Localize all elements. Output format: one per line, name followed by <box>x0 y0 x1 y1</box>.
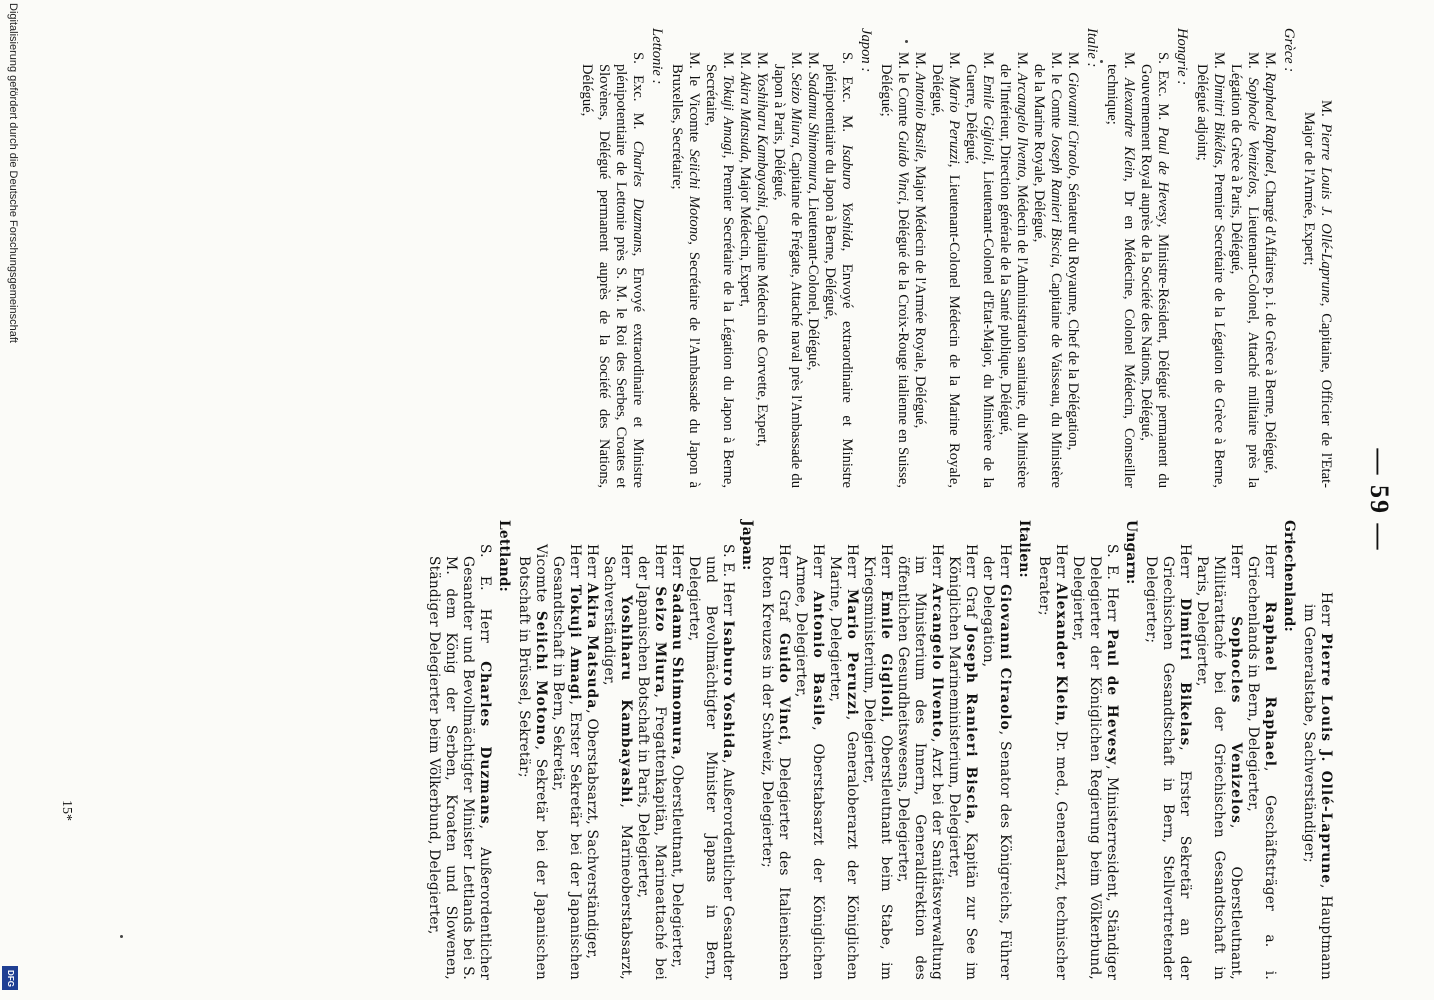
entry-prefix: M. <box>912 52 928 73</box>
entry-title: , Marineoberstabsarzt, Sachverständiger, <box>601 556 634 980</box>
entry-prefix: Herr <box>1228 544 1244 617</box>
entry-prefix: M. <box>737 52 753 73</box>
list-item <box>860 532 894 980</box>
entry-prefix: M. le Vicomte <box>686 52 702 150</box>
country-section <box>425 520 512 980</box>
person-name: Pierre Louis J. Ollé-Laprune <box>1318 633 1334 885</box>
list-item <box>1064 40 1081 488</box>
person-name: Akira Matsuda <box>584 582 600 710</box>
entry-title: , Außerordentlicher Gesandter und Bevollmächtigter Minister Lettlands bei S. M. dem König der Serben, Kroaten und Slowenen, Ständiger Delegierter beim Völkerbund, Delegierter, <box>426 556 493 980</box>
list-item <box>736 40 753 488</box>
entry-prefix: Herr <box>878 544 894 591</box>
list-item <box>600 532 634 980</box>
entry-title: , Major Médecin de l'Armée Royale, Délégué, <box>912 158 928 429</box>
person-name: Seizo Miura <box>788 72 804 145</box>
list-item <box>1193 40 1227 488</box>
entry-prefix: S. Exc. M. <box>630 52 646 141</box>
country-section <box>1193 28 1297 488</box>
entry-prefix: Herr <box>810 544 826 591</box>
list-item <box>962 40 996 488</box>
entry-prefix: Herr <box>1053 544 1069 583</box>
country-heading: Japon : <box>858 28 874 73</box>
entry-prefix: M. <box>1262 52 1278 73</box>
entry-title: , Ministerresident, Ständiger Delegierter der Königlichen Regierung beim Völkerbund, Delegierter, <box>1070 556 1120 980</box>
person-name: Arcangelo Ilvento <box>1014 72 1030 178</box>
entry-title: , Sekretär bei der Japanischen Botschaft in Brüssel, Sekretär; <box>516 556 549 981</box>
entry-prefix: Herr <box>929 544 945 584</box>
entry-prefix: Herr <box>652 544 668 587</box>
list-item <box>770 40 804 488</box>
list-item <box>826 532 860 980</box>
person-name: Tokuji Amagi <box>720 74 736 155</box>
entry-title: , Lieutenant-Colonel Médecin de la Marine Royale, Délégué, <box>929 64 962 488</box>
entry-prefix: S. Exc. M. <box>1155 52 1171 127</box>
country-heading: Lettonie : <box>649 28 665 85</box>
list-item <box>549 532 583 980</box>
entry-prefix: S. Exc. M. <box>839 52 855 145</box>
entry-prefix: Herr <box>844 544 860 589</box>
person-name: Antonio Basile <box>912 72 928 159</box>
entry-prefix: Herr <box>567 544 583 585</box>
person-name: Alexander Klein <box>1053 582 1069 722</box>
person-name: Tokuji Amagi <box>567 584 583 701</box>
entry-title: , Chargé d'Affaires p. i. de Grèce à Berne, Délégué, <box>1262 173 1278 474</box>
list-item <box>804 40 821 488</box>
list-item <box>945 532 979 980</box>
person-name: Mario Peruzzi <box>844 588 860 716</box>
page-number: — 59 — <box>1365 448 1394 552</box>
list-item <box>1300 580 1334 980</box>
person-name: Antonio Basile <box>810 590 826 727</box>
entry-title: , Ministre-Résident, Délégué permanent du Gouvernement Royal auprès de la Société des Nations, Délégué, <box>1138 64 1171 489</box>
country-section <box>1035 520 1139 980</box>
country-section <box>758 520 1032 980</box>
country-heading: Japan: <box>739 520 755 571</box>
list-item <box>1030 40 1064 488</box>
entry-prefix: M. le Comte <box>895 52 911 131</box>
entry-title: , Oberstleutnant, Delegierter, <box>669 755 685 969</box>
list-item <box>668 40 702 488</box>
entry-title: , Erster Sekretär an der Griechischen Gesandtschaft in Bern, Stellvertretender Delegierter; <box>1143 556 1193 981</box>
person-name: Seiichi Motono <box>533 610 549 746</box>
person-name: Arcangelo Ilvento <box>929 583 945 739</box>
person-name: Yoshiharu Kambayashi <box>618 595 634 804</box>
person-name: Raphael Raphael <box>1262 72 1278 174</box>
country-section <box>1103 28 1190 488</box>
entry-title: , Fregattenkapitän, Marineattaché bei der Japanischen Botschaft in Paris, Delegierter, <box>635 556 668 981</box>
person-name: Seizo Miura <box>652 586 668 694</box>
person-name: Guido Vinci <box>895 130 911 201</box>
entry-title: , Secrétaire de l'Ambassade du Japon à Bruxelles, Secrétaire; <box>669 64 702 488</box>
entry-title: , Capitaine de Frégate, Attaché naval près l'Ambassade du Japon à Paris, Délégué, <box>771 64 804 488</box>
list-item <box>792 532 826 980</box>
person-name: Isaburo Yoshida <box>839 144 855 248</box>
entry-title: , Oberstleutnant beim Stabe, im Kriegsministerium, Delegierter, <box>861 556 894 980</box>
person-name: Yoshiharu Kambayashi <box>754 72 770 208</box>
entry-prefix: Herr <box>669 544 685 583</box>
entry-title: , Envoyé extraordinaire et Ministre plénipotentiaire du Japon à Berne, Délégué, <box>822 64 855 488</box>
list-item <box>578 40 646 488</box>
german-sections <box>425 520 1297 980</box>
list-item <box>515 532 549 980</box>
list-item <box>668 532 685 980</box>
country-heading: Grèce : <box>1281 28 1297 73</box>
entry-prefix: Herr <box>1262 544 1278 602</box>
list-item <box>911 40 928 488</box>
entry-title: , Lieutenant-Colonel, Délégué, <box>805 190 821 371</box>
entry-title: , Außerordentlicher Gesandter und Bevollmächtigter Minister Japans in Bern, Delegierter, <box>686 556 736 981</box>
entry-title: , Délégué de la Croix-Rouge italienne en Suisse, Délégué; <box>878 64 911 488</box>
person-name: Paul de Hevesy <box>1104 628 1120 766</box>
entry-title: , Premier Secrétaire de la Légation de Grèce à Berne, Délégué adjoint; <box>1194 64 1227 488</box>
german-column <box>425 520 1334 980</box>
entry-prefix: Herr <box>584 544 600 583</box>
entry-title: , Delegierter des Italienischen Roten Kreuzes in der Schweiz, Delegierter; <box>759 556 792 981</box>
list-item <box>979 532 1013 980</box>
entry-prefix: M. <box>720 52 736 75</box>
entry-prefix: Herr <box>1318 592 1334 634</box>
list-item <box>996 40 1030 488</box>
entry-title: , Capitaine, Officier de l'Etat-Major de l'Armée, Expert; <box>1301 112 1334 488</box>
country-section <box>515 520 755 980</box>
entry-prefix: Vicomte <box>533 544 549 611</box>
list-item <box>685 532 736 980</box>
list-item <box>1069 532 1120 980</box>
list-item <box>1103 40 1137 488</box>
entry-prefix: M. <box>1014 52 1030 73</box>
entry-title: , Capitaine de Vaisseau, du Ministère de la Marine Royale, Délégué, <box>1031 64 1064 489</box>
french-sections <box>578 28 1297 488</box>
entry-title: , Lieutenant-Colonel, Attaché militaire près la Légation de Grèce à Paris, Délégué, <box>1228 64 1261 488</box>
entry-prefix: M. <box>805 52 821 73</box>
entry-title: , Senator des Königreichs, Führer der Delegation, <box>980 556 1013 980</box>
entry-title: , Hauptmann im Generalstabe, Sachverständiger; <box>1301 604 1334 980</box>
person-name: Sadamu Shimomura <box>669 582 685 756</box>
person-name: Emile Giglioli <box>878 590 894 719</box>
french-column <box>578 28 1334 488</box>
entry-title: , Geschäftsträger a. i. Griechenlands in Bern, Delegierter, <box>1245 556 1278 980</box>
list-item <box>1137 40 1171 488</box>
entry-prefix: M. <box>1211 52 1227 74</box>
entry-title: , Oberstabsarzt der Königlichen Armee, Delegierter, <box>793 556 826 980</box>
list-item <box>894 532 945 980</box>
person-name: Isaburo Yoshida <box>720 620 736 760</box>
person-name: Seiichi Motono <box>686 149 702 242</box>
list-item <box>1261 40 1278 488</box>
person-name: Pierre Louis J. Ollé-Laprune <box>1318 123 1334 303</box>
person-name: Joseph Ranieri Biscia <box>963 625 979 820</box>
entry-prefix: M. <box>788 52 804 73</box>
list-item <box>1193 532 1244 980</box>
person-name: Akira Matsuda <box>737 72 753 160</box>
list-item <box>758 532 792 980</box>
person-name: Dimitri Bikelas <box>1177 598 1193 747</box>
entry-title: , Capitaine Médecin de Corvette, Expert, <box>754 207 770 447</box>
list-item <box>1244 532 1278 980</box>
entry-title: , Envoyé extraordinaire et Ministre plénipotentiaire de Lettonie près S. M. le Roi des Serbes, Croates et Slovènes, Délégué permanent auprès de la Société des Nations, Délégué, <box>579 64 646 489</box>
person-name: Raphael Raphael <box>1262 601 1278 768</box>
entry-title: , Dr. med., Generalarzt, technischer Berater; <box>1036 556 1069 981</box>
entry-title: , Oberstabsarzt, Sachverständiger, <box>584 709 600 960</box>
list-item <box>634 532 668 980</box>
person-name: Mario Peruzzi <box>946 76 962 164</box>
country-heading: Italien: <box>1016 520 1032 578</box>
entry-prefix: Herr <box>1177 544 1193 599</box>
entry-title: , Erster Sekretär bei der Japanischen Gesandtschaft in Bern, Sekretär, <box>550 556 583 980</box>
entry-prefix: M. <box>1065 52 1081 73</box>
entry-prefix: M. <box>980 52 996 75</box>
entry-prefix: S. E. Herr <box>720 544 736 621</box>
country-section <box>668 28 874 488</box>
person-name: Sadamu Shimomura <box>805 72 821 191</box>
list-item <box>1142 532 1193 980</box>
person-name: Joseph Ranieri Biscia <box>1048 133 1064 265</box>
country-heading: Ungarn: <box>1123 520 1139 585</box>
person-name: Charles Duzmans <box>630 140 646 253</box>
country-heading: Italie : <box>1084 28 1100 68</box>
country-section <box>1142 520 1297 980</box>
list-item <box>583 532 600 980</box>
entry-prefix: Herr Graf <box>776 544 792 633</box>
entry-title: , Oberstleutnant, Militärattaché bei der Griechischen Gesandtschaft in Paris, Delegierter, <box>1194 556 1244 980</box>
person-name: Charles Duzmans <box>477 661 493 825</box>
entry-prefix: S. E. Herr <box>1104 544 1120 629</box>
country-heading: Hongrie : <box>1174 28 1190 86</box>
list-item <box>425 532 493 980</box>
country-heading: Griechenland: <box>1281 520 1297 632</box>
person-name: Alexandre Klein <box>1121 77 1137 179</box>
list-item <box>702 40 736 488</box>
country-heading: Lettland: <box>496 520 512 592</box>
entry-title: , Kapitän zur See im Königlichen Marineministerium, Delegierter, <box>946 556 979 981</box>
entry-title: , Dr en Médecine, Colonel Médecin, Conseiller technique; <box>1104 64 1137 489</box>
dfg-logo-text: DFG <box>5 969 15 987</box>
entry-prefix: M. <box>1121 52 1137 78</box>
person-name: Sophocles Venizelos <box>1228 616 1244 824</box>
person-name: Paul de Hevesy <box>1155 126 1171 224</box>
list-item <box>1227 40 1261 488</box>
digitization-credit: Digitalisierung gefördert durch die Deutsche Forschungsgemeinschaft <box>7 3 19 343</box>
country-section <box>877 28 1100 488</box>
list-item <box>1035 532 1069 980</box>
entry-prefix: M. le Comte <box>1048 52 1064 134</box>
list-item <box>753 40 770 488</box>
country-section <box>578 28 665 488</box>
entry-prefix: M. <box>754 52 770 73</box>
entry-prefix: Herr <box>997 544 1013 585</box>
person-name: Sophocle Venizelos <box>1245 77 1261 195</box>
person-name: Giovanni Ciraolo <box>1065 72 1081 176</box>
entry-title: , Major Médecin, Expert, <box>737 159 753 307</box>
list-item <box>928 40 962 488</box>
list-item <box>821 40 855 488</box>
person-name: Dimitri Bikélas <box>1211 73 1227 165</box>
entry-prefix: M. <box>1245 52 1261 78</box>
person-name: Giovanni Ciraolo <box>997 584 1013 731</box>
list-item <box>1300 88 1334 488</box>
entry-title: , Médecin de l'Administration sanitaire, du Ministère de l'Intérieur, Direction générale de la Santé publique, Délégué, <box>997 64 1030 488</box>
list-item <box>877 40 911 488</box>
entry-prefix: Herr <box>618 544 634 596</box>
entry-title: , Arzt bei der Sanitätsverwaltung im Ministerium des Innern, Generaldirektion des öffentlichen Gesundheitswesens, Delegierter, <box>895 556 945 980</box>
entry-title: , Lieutenant-Colonel d'Etat-Major, du Ministère de la Guerre, Délégué, <box>963 64 996 488</box>
entry-prefix: M. <box>946 52 962 77</box>
entry-prefix: S. E. Herr <box>477 544 493 662</box>
entry-prefix: Herr Graf <box>963 544 979 626</box>
entry-title: , Sénateur du Royaume, Chef de la Délégation, <box>1065 175 1081 451</box>
entry-title: , Generaloberarzt der Königlichen Marine, Delegierter, <box>827 556 860 980</box>
signature-mark: 15* <box>59 800 74 821</box>
person-name: Emile Giglioli <box>980 75 996 161</box>
entry-prefix: M. <box>1318 100 1334 124</box>
entry-title: , Premier Secrétaire de la Légation du Japon à Berne, Secrétaire, <box>703 64 736 488</box>
person-name: Guido Vinci <box>776 632 792 742</box>
